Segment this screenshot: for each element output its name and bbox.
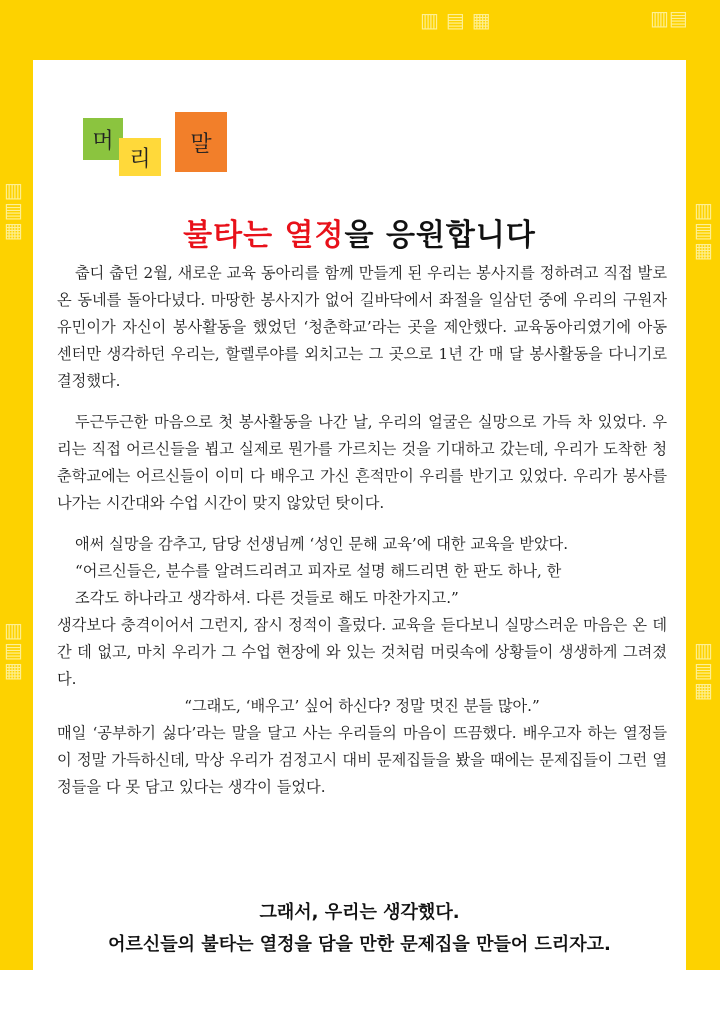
decor-pattern-right: ▥ ▤ ▦ [694, 198, 713, 262]
paragraph-3-line: 애써 실망을 감추고, 담당 선생님께 ‘성인 문해 교육’에 대한 교육을 받았다. [75, 535, 569, 553]
title-red-1: 불타는 [183, 218, 274, 253]
quote-1-line-b: 조각도 하나라고 생각하셔. 다른 것들로 해도 마찬가지고.” [75, 589, 459, 607]
logo-tile-3: 말 [175, 112, 227, 172]
paragraph-4: 생각보다 충격이어서 그런지, 잠시 정적이 흘렀다. 교육을 듣다보니 실망스러운 마음은 온 데 간 데 없고, 마치 우리가 그 수업 현장에 와 있는 것처럼 머릿속에 상황들이 생생하게 그려졌다. [57, 616, 667, 688]
paragraph-5: 매일 ‘공부하기 싫다’라는 말을 달고 사는 우리들의 마음이 뜨끔했다. 배우고자 하는 열정들이 정말 가득하신데, 막상 우리가 검정고시 대비 문제집들을 봤을 때에는 문제집들이 그런 열정들을 다 못 담고 있다는 생각이 들었다. [57, 724, 667, 796]
title-rest: 을 응원합니다 [344, 218, 536, 253]
page-title [33, 210, 686, 254]
decor-pattern-left-2: ▥ ▤ ▦ [4, 618, 23, 682]
decor-pattern-left: ▥ ▤ ▦ [4, 178, 23, 242]
logo-tile-1: 머 [83, 118, 123, 160]
decor-pattern-top-2: ▥▤ [650, 6, 688, 30]
article-body [57, 260, 667, 801]
quote-2: “그래도, ‘배우고’ 싶어 하신다? 정말 멋진 분들 많아.” [184, 697, 540, 715]
paragraph-2: 두근두근한 마음으로 첫 봉사활동을 나간 날, 우리의 얼굴은 실망으로 가득 차 있었다. 우리는 직접 어르신들을 뵙고 실제로 뭔가를 가르치는 것을 기대하고 갔는데, 우리가 도착한 청춘학교에는 어르신들이 이미 다 배우고 가신 흔적만이 우리를 반기고 있었다. 우리가 봉사를 나가는 시간대와 수업 시간이 맞지 않았던 탓이다. [57, 413, 667, 512]
title-red-2: 열정 [284, 218, 345, 253]
paragraph-1: 춥디 춥던 2월, 새로운 교육 동아리를 함께 만들게 된 우리는 봉사지를 정하려고 직접 발로 온 동네를 돌아다녔다. 마땅한 봉사지가 없어 길바닥에서 좌절을 일삼던 중에 우리의 구원자 유민이가 자신이 봉사활동을 했었던 ‘청춘학교’라는 곳을 제안했다. 교육동아리였기에 아동센터만 생각하던 우리는, 할렐루야를 외치고는 그 곳으로 1년 간 매 달 봉사활동을 다니기로 결정했다. [57, 264, 667, 390]
title-space [273, 218, 284, 253]
logo-tile-2: 리 [119, 138, 161, 176]
decor-pattern-top: ▥ ▤ ▦ [420, 8, 491, 32]
heading-logo [83, 110, 233, 200]
closing-line-1: 그래서, 우리는 생각했다. [259, 902, 460, 923]
quote-1-line-a: “어르신들은, 분수를 알려드리려고 피자로 설명 해드리면 한 판도 하나, 한 [75, 562, 562, 580]
decor-pattern-right-2: ▥ ▤ ▦ [694, 638, 713, 702]
document-sheet [33, 60, 686, 970]
closing-line-2: 어르신들의 불타는 열정을 담을 만한 문제집을 만들어 드리자고. [108, 934, 611, 955]
